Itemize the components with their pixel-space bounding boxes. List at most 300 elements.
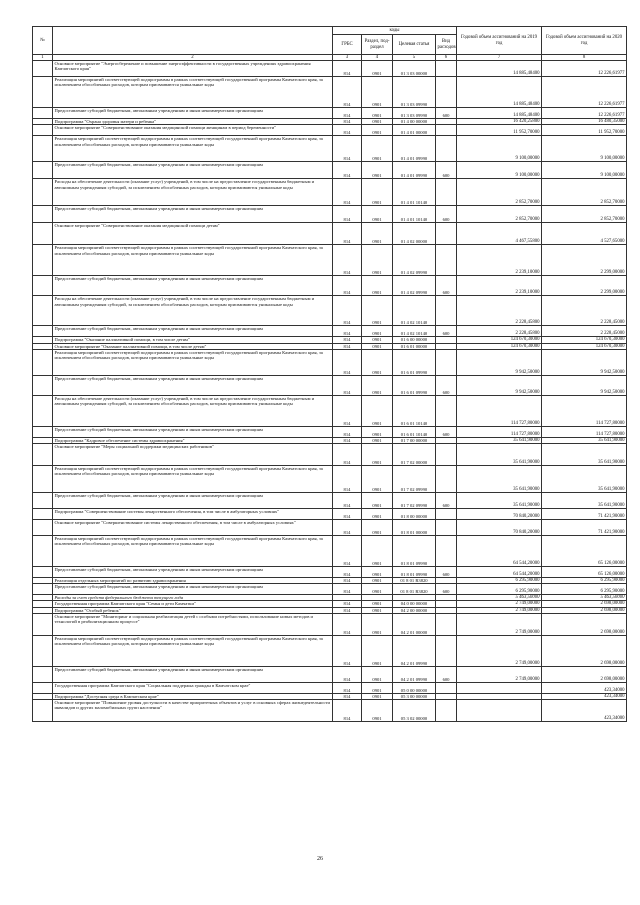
row-description: Основное мероприятие "Совершенствование системы лекарственного обеспечения, в том числе в амбулаторных условиях" (53, 520, 333, 536)
row-expense-type (436, 635, 457, 666)
row-target-article: 01 4 01 00000 (393, 125, 436, 136)
row-description: Реализация мероприятий соответствующей подпрограммы в рамках соответствующей государственной программы Камчатского края, за исключением обособленных расходов, которым присваиваются уникальные коды (53, 466, 333, 493)
table-row (33, 426, 627, 437)
row-grbs: 814 (333, 125, 362, 136)
row-amount-2020: 2 698,00000 (542, 613, 627, 635)
row-target-article: 04 2 00 00000 (393, 607, 436, 613)
row-amount-2019: 11 952,70000 (457, 125, 542, 136)
row-amount-2019 (457, 682, 542, 693)
row-grbs: 814 (333, 536, 362, 567)
row-amount-2019: 14 885,48400 (457, 61, 542, 77)
table-row (33, 613, 627, 635)
row-razdel: 0901 (362, 613, 393, 635)
row-description: Основное мероприятие "Энергосбережение и повышение энергоэффективности в государственных учреждениях здравоохранения Камчатского края" (53, 61, 333, 77)
row-expense-type (436, 125, 457, 136)
col-number: 5 (393, 55, 436, 61)
row-target-article: 01 4 01 10140 (393, 179, 436, 206)
row-amount-2020: 9 100,00000 (542, 162, 627, 179)
row-amount-2020: 124 670,30000 (542, 343, 627, 349)
row-target-article: 01 8 01 R3820 (393, 584, 436, 595)
row-grbs: 814 (333, 493, 362, 509)
budget-table (32, 26, 627, 722)
row-amount-2019: 9 100,00000 (457, 162, 542, 179)
row-razdel: 0901 (362, 578, 393, 584)
row-amount-2020: 9 942,50000 (542, 375, 627, 395)
row-expense-type (436, 61, 457, 77)
row-amount-2020: 124 670,30000 (542, 337, 627, 343)
table-row (33, 162, 627, 179)
table-row (33, 444, 627, 466)
row-expense-type (436, 77, 457, 108)
col-number: 2 (53, 55, 333, 61)
row-grbs: 814 (333, 108, 362, 119)
row-grbs: 814 (333, 245, 362, 276)
row-target-article: 01 4 00 00000 (393, 119, 436, 125)
row-razdel: 0901 (362, 61, 393, 77)
table-row (33, 395, 627, 426)
table-row (33, 536, 627, 567)
row-grbs: 814 (333, 349, 362, 375)
row-expense-type: 600 (436, 375, 457, 395)
row-grbs: 814 (333, 693, 362, 699)
row-grbs: 814 (333, 601, 362, 607)
row-razdel: 0901 (362, 520, 393, 536)
row-description: Реализация мероприятий соответствующей подпрограммы в рамках соответствующей государственной программы Камчатского края, за исключением обособленных расходов, которым присваиваются уникальные коды (53, 635, 333, 666)
table-row (33, 223, 627, 245)
row-amount-2020: 4 527,65000 (542, 223, 627, 245)
table-row (33, 125, 627, 136)
row-razdel: 0901 (362, 426, 393, 437)
row-razdel: 0901 (362, 693, 393, 699)
row-amount-2019: 2 749,00000 (457, 613, 542, 635)
table-row (33, 466, 627, 493)
row-target-article: 01 3 03 09990 (393, 108, 436, 119)
row-grbs: 814 (333, 426, 362, 437)
table-row (33, 108, 627, 119)
row-num (33, 179, 53, 206)
row-num (33, 326, 53, 337)
table-row (33, 635, 627, 666)
row-description: Предоставление субсидий бюджетным, автономным учреждениям и иным некоммерческим организациям (53, 666, 333, 682)
row-amount-2019: 16 420,25800 (457, 119, 542, 125)
row-grbs: 814 (333, 607, 362, 613)
table-row (33, 567, 627, 578)
row-num (33, 245, 53, 276)
row-amount-2020: 71 421,90000 (542, 520, 627, 536)
row-amount-2019: 124 670,30000 (457, 343, 542, 349)
row-grbs: 814 (333, 567, 362, 578)
row-description: Подпрограмма "Доступная среда в Камчатском крае" (53, 693, 333, 699)
row-description: Основное мероприятие "Меры социальной поддержки медицинских работников" (53, 444, 333, 466)
row-grbs: 814 (333, 509, 362, 520)
col-number: 4 (362, 55, 393, 61)
row-target-article: 01 7 02 00000 (393, 444, 436, 466)
row-target-article: 01 6 00 00000 (393, 337, 436, 343)
header-razdel: Раздел, под-раздел (362, 35, 393, 55)
header-vr: Вид расходов (436, 35, 457, 55)
row-grbs: 814 (333, 613, 362, 635)
table-row (33, 700, 627, 722)
row-razdel: 0901 (362, 125, 393, 136)
row-target-article: 05 0 00 00000 (393, 682, 436, 693)
row-expense-type (436, 395, 457, 426)
row-amount-2020: 2 698,00000 (542, 666, 627, 682)
row-amount-2020: 423,34000 (542, 693, 627, 699)
row-description: Подпрограмма "Кадровое обеспечение системы здравоохранения" (53, 437, 333, 443)
row-amount-2020: 9 100,00000 (542, 136, 627, 162)
row-expense-type: 600 (436, 326, 457, 337)
row-razdel: 0901 (362, 162, 393, 179)
row-description: Предоставление субсидий бюджетным, автономным учреждениям и иным некоммерческим организациям (53, 493, 333, 509)
table-row (33, 136, 627, 162)
row-target-article: 01 4 02 09990 (393, 276, 436, 296)
row-amount-2020: 35 641,90000 (542, 444, 627, 466)
row-expense-type: 600 (436, 162, 457, 179)
row-amount-2020: 65 126,00000 (542, 567, 627, 578)
row-grbs: 814 (333, 223, 362, 245)
row-description: Основное мероприятие "Совершенствование оказания медицинской помощи детям" (53, 223, 333, 245)
table-row (33, 520, 627, 536)
row-description: Подпрограмма "Совершенствование системы лекарственного обеспечения, в том числе в амбулаторных условиях" (53, 509, 333, 520)
row-target-article: 01 6 01 09990 (393, 349, 436, 375)
row-amount-2019: 2 852,70000 (457, 206, 542, 223)
row-target-article: 01 3 03 09990 (393, 77, 436, 108)
table-row (33, 296, 627, 326)
row-num (33, 700, 53, 722)
row-description: Подпрограмма "Охрана здоровья матери и ребенка" (53, 119, 333, 125)
row-expense-type: 600 (436, 567, 457, 578)
row-razdel: 0901 (362, 601, 393, 607)
row-grbs: 814 (333, 77, 362, 108)
header-codes: коды (333, 27, 457, 35)
row-num (33, 296, 53, 326)
row-amount-2020: 12 226,61977 (542, 77, 627, 108)
row-target-article: 01 6 01 09990 (393, 375, 436, 395)
row-amount-2020: 12 226,61977 (542, 61, 627, 77)
row-razdel: 0901 (362, 466, 393, 493)
row-amount-2019: 14 885,48400 (457, 77, 542, 108)
row-amount-2020: 12 226,61977 (542, 108, 627, 119)
row-amount-2019: 2 749,00000 (457, 666, 542, 682)
row-grbs: 814 (333, 437, 362, 443)
row-grbs: 814 (333, 276, 362, 296)
row-amount-2020: 16 480,35000 (542, 119, 627, 125)
row-expense-type (436, 179, 457, 206)
row-expense-type (436, 136, 457, 162)
row-target-article: 01 8 01 00000 (393, 520, 436, 536)
row-amount-2020: 114 727,80000 (542, 395, 627, 426)
row-num (33, 77, 53, 108)
row-num (33, 584, 53, 595)
row-num (33, 162, 53, 179)
row-target-article: 01 4 02 09990 (393, 245, 436, 276)
row-description: Предоставление субсидий бюджетным, автономным учреждениям и иным некоммерческим организациям (53, 426, 333, 437)
header-name (53, 27, 333, 55)
row-target-article: 01 7 02 09990 (393, 466, 436, 493)
row-target-article: 01 8 00 00000 (393, 509, 436, 520)
row-num (33, 136, 53, 162)
row-razdel: 0901 (362, 136, 393, 162)
row-num (33, 493, 53, 509)
row-description: Основное мероприятие "Оказание паллиативной помощи, в том числе детям" (53, 343, 333, 349)
row-expense-type (436, 682, 457, 693)
row-expense-type: 600 (436, 584, 457, 595)
row-expense-type: 600 (436, 493, 457, 509)
row-amount-2020: 9 942,50000 (542, 349, 627, 375)
row-description: Реализация мероприятий соответствующей подпрограммы в рамках соответствующей государственной программы Камчатского края, за исключением обособленных расходов, которым присваиваются уникальные коды (53, 349, 333, 375)
row-expense-type (436, 509, 457, 520)
row-razdel: 0901 (362, 666, 393, 682)
row-grbs: 814 (333, 179, 362, 206)
row-razdel: 0901 (362, 682, 393, 693)
budget-table-page (32, 26, 626, 722)
row-amount-2019: 35 641,90000 (457, 493, 542, 509)
row-grbs: 814 (333, 343, 362, 349)
row-num (33, 567, 53, 578)
row-expense-type (436, 613, 457, 635)
row-grbs: 814 (333, 296, 362, 326)
row-amount-2019: 2 749,00000 (457, 635, 542, 666)
row-razdel: 0901 (362, 326, 393, 337)
row-amount-2019: 35 641,90000 (457, 437, 542, 443)
row-amount-2019: 64 544,20000 (457, 567, 542, 578)
row-razdel: 0901 (362, 584, 393, 595)
row-grbs: 814 (333, 326, 362, 337)
row-expense-type (436, 223, 457, 245)
row-grbs: 814 (333, 635, 362, 666)
table-row (33, 375, 627, 395)
row-grbs: 814 (333, 466, 362, 493)
row-target-article: 01 6 01 10140 (393, 395, 436, 426)
row-razdel: 0901 (362, 343, 393, 349)
row-num (33, 509, 53, 520)
row-expense-type: 600 (436, 426, 457, 437)
row-target-article: 01 8 01 09990 (393, 567, 436, 578)
row-target-article: 04 2 01 09990 (393, 635, 436, 666)
table-row (33, 179, 627, 206)
row-grbs: 814 (333, 666, 362, 682)
row-expense-type (436, 536, 457, 567)
row-amount-2019: 6 295,90000 (457, 578, 542, 584)
row-description: Предоставление субсидий бюджетным, автономным учреждениям и иным некоммерческим организациям (53, 108, 333, 119)
row-razdel: 0901 (362, 493, 393, 509)
row-amount-2019 (457, 700, 542, 722)
row-razdel: 0901 (362, 437, 393, 443)
row-amount-2020: 2 299,00000 (542, 276, 627, 296)
row-expense-type (436, 296, 457, 326)
row-amount-2020: 71 421,90000 (542, 509, 627, 520)
row-expense-type (436, 520, 457, 536)
row-target-article: 05 3 02 00000 (393, 700, 436, 722)
row-num (33, 520, 53, 536)
row-amount-2019: 2 749,00000 (457, 601, 542, 607)
row-amount-2019: 114 727,80000 (457, 395, 542, 426)
row-razdel: 0901 (362, 296, 393, 326)
row-description: Предоставление субсидий бюджетным, автономным учреждениям и иным некоммерческим организациям (53, 567, 333, 578)
row-num (33, 426, 53, 437)
row-grbs: 814 (333, 375, 362, 395)
row-description: Подпрограмма "Особый ребенок" (53, 607, 333, 613)
row-grbs: 814 (333, 700, 362, 722)
row-description: Расходы за счет средств федерального бюджета текущего года (53, 595, 333, 601)
row-target-article: 01 7 00 00000 (393, 437, 436, 443)
row-description: Государственная программа Камчатского края "Социальная поддержка граждан в Камчатском крае" (53, 682, 333, 693)
row-amount-2020: 2 852,70000 (542, 206, 627, 223)
row-amount-2020: 6 295,90000 (542, 578, 627, 584)
row-num (33, 395, 53, 426)
row-amount-2020: 2 698,00000 (542, 607, 627, 613)
row-amount-2019: 114 727,80000 (457, 426, 542, 437)
page-number: 26 (317, 856, 323, 862)
row-grbs: 814 (333, 578, 362, 584)
row-amount-2019: 6 295,90000 (457, 584, 542, 595)
table-row (33, 206, 627, 223)
row-description: Государственная программа Камчатского края "Семья и дети Камчатки" (53, 601, 333, 607)
header-grbs: ГРБС (333, 35, 362, 55)
row-description: Подпрограмма "Оказание паллиативной помощи, в том числе детям" (53, 337, 333, 343)
row-expense-type (436, 466, 457, 493)
row-razdel: 0901 (362, 700, 393, 722)
row-expense-type: 600 (436, 108, 457, 119)
row-razdel: 0901 (362, 337, 393, 343)
row-description: Реализация мероприятий соответствующей подпрограммы в рамках соответствующей государственной программы Камчатского края, за исключением обособленных расходов, которым присваиваются уникальные коды (53, 77, 333, 108)
row-grbs: 814 (333, 337, 362, 343)
row-target-article: 04 2 01 09990 (393, 666, 436, 682)
row-amount-2019: 70 840,20000 (457, 520, 542, 536)
row-razdel: 0901 (362, 223, 393, 245)
row-target-article: 01 4 02 10140 (393, 296, 436, 326)
table-row (33, 349, 627, 375)
row-num (33, 375, 53, 395)
row-description: Предоставление субсидий бюджетным, автономным учреждениям и иным некоммерческим организациям (53, 206, 333, 223)
row-expense-type: 600 (436, 276, 457, 296)
row-num (33, 635, 53, 666)
row-description: Реализация отдельных мероприятий по развитию здравоохранения (53, 578, 333, 584)
row-description: Предоставление субсидий бюджетным, автономным учреждениям и иным некоммерческим организациям (53, 162, 333, 179)
row-grbs: 814 (333, 682, 362, 693)
header-2019: Годовой объем ассигнований на 2019 год (457, 27, 542, 55)
row-amount-2019: 2 239,10000 (457, 276, 542, 296)
row-amount-2019: 2 239,10000 (457, 245, 542, 276)
row-amount-2020: 2 299,00000 (542, 245, 627, 276)
row-razdel: 0901 (362, 245, 393, 276)
table-row (33, 326, 627, 337)
row-grbs: 814 (333, 162, 362, 179)
row-num (33, 223, 53, 245)
row-num (33, 276, 53, 296)
row-target-article: 01 4 01 10140 (393, 206, 436, 223)
row-razdel: 0901 (362, 607, 393, 613)
row-grbs: 814 (333, 206, 362, 223)
row-description: Основное мероприятие "Повышение уровня доступности в качестве приоритетных объектов и услуг в основных сферах жизнедеятельности инвалидов и других маломобильных групп населения" (53, 700, 333, 722)
header-2020: Годовой объем ассигнований на 2020 год (542, 27, 627, 55)
row-amount-2020: 2 852,70000 (542, 179, 627, 206)
row-num (33, 349, 53, 375)
table-row (33, 493, 627, 509)
row-description: Расходы на обеспечение деятельности (оказание услуг) учреждений, в том числе на предоставление государственным бюджетным и автономным учреждениям субсидий, за исключением обособленных расходов, которым присваиваются уникальные коды (53, 296, 333, 326)
row-description: Предоставление субсидий бюджетным, автономным учреждениям и иным некоммерческим организациям (53, 326, 333, 337)
col-number: 6 (436, 55, 457, 61)
table-row (33, 682, 627, 693)
row-num (33, 444, 53, 466)
row-razdel: 0901 (362, 395, 393, 426)
row-amount-2020: 35 641,90000 (542, 466, 627, 493)
row-amount-2019: 2 228,45800 (457, 326, 542, 337)
row-amount-2020: 2 228,45000 (542, 326, 627, 337)
budget-table-body (33, 61, 627, 722)
row-target-article: 01 8 01 R3820 (393, 578, 436, 584)
row-target-article: 01 6 01 10140 (393, 426, 436, 437)
row-amount-2020: 35 641,90000 (542, 493, 627, 509)
row-target-article: 01 4 01 09990 (393, 162, 436, 179)
row-amount-2020: 2 228,45000 (542, 296, 627, 326)
row-description: Реализация мероприятий соответствующей подпрограммы в рамках соответствующей государственной программы Камчатского края, за исключением обособленных расходов, которым присваиваются уникальные коды (53, 136, 333, 162)
row-razdel: 0901 (362, 375, 393, 395)
row-description: Расходы на обеспечение деятельности (оказание услуг) учреждений, в том числе на предоставление государственным бюджетным и автономным учреждениям субсидий, за исключением обособленных расходов, которым присваиваются уникальные коды (53, 395, 333, 426)
row-amount-2019: 35 641,90000 (457, 466, 542, 493)
table-row (33, 61, 627, 77)
row-amount-2019: 2 228,45800 (457, 296, 542, 326)
table-row (33, 509, 627, 520)
col-number: 3 (333, 55, 362, 61)
row-grbs: 814 (333, 444, 362, 466)
row-grbs: 814 (333, 119, 362, 125)
row-grbs: 814 (333, 395, 362, 426)
row-num (33, 108, 53, 119)
row-grbs: 814 (333, 520, 362, 536)
row-amount-2019: 5 463,50000 (457, 595, 542, 601)
row-target-article: 01 4 02 00000 (393, 223, 436, 245)
col-number: 1 (33, 55, 53, 61)
row-amount-2020: 114 727,80000 (542, 426, 627, 437)
row-razdel: 0901 (362, 179, 393, 206)
row-razdel: 0901 (362, 108, 393, 119)
row-num (33, 536, 53, 567)
row-razdel: 0901 (362, 635, 393, 666)
table-row (33, 584, 627, 595)
row-amount-2019: 9 942,50000 (457, 349, 542, 375)
row-razdel: 0901 (362, 444, 393, 466)
row-expense-type (436, 700, 457, 722)
row-num (33, 666, 53, 682)
row-target-article: 01 4 02 10140 (393, 326, 436, 337)
row-description: Основное мероприятие "Мониторинг и социальная реабилитация детей с особыми потребностями, использование новых методов и технологий в реабилитационном процессе" (53, 613, 333, 635)
row-target-article: 01 6 01 00000 (393, 343, 436, 349)
row-num (33, 125, 53, 136)
row-expense-type (436, 349, 457, 375)
row-grbs: 814 (333, 136, 362, 162)
row-amount-2020: 5 463,50000 (542, 595, 627, 601)
row-amount-2019: 2 749,00000 (457, 607, 542, 613)
row-num (33, 613, 53, 635)
row-razdel: 0901 (362, 349, 393, 375)
row-amount-2020: 2 698,00000 (542, 601, 627, 607)
row-amount-2020: 423,34000 (542, 682, 627, 693)
row-expense-type (436, 245, 457, 276)
row-description: Предоставление субсидий бюджетным, автономным учреждениям и иным некоммерческим организациям (53, 584, 333, 595)
row-num (33, 466, 53, 493)
header-cs: Целевая статья (393, 35, 436, 55)
row-amount-2020: 6 295,90000 (542, 584, 627, 595)
row-amount-2019: 124 670,30000 (457, 337, 542, 343)
row-grbs: 814 (333, 584, 362, 595)
row-description: Предоставление субсидий бюджетным, автономным учреждениям и иным некоммерческим организациям (53, 375, 333, 395)
row-expense-type: 600 (436, 666, 457, 682)
row-amount-2019: 2 852,70000 (457, 179, 542, 206)
table-row (33, 666, 627, 682)
row-grbs: 814 (333, 61, 362, 77)
row-num (33, 61, 53, 77)
